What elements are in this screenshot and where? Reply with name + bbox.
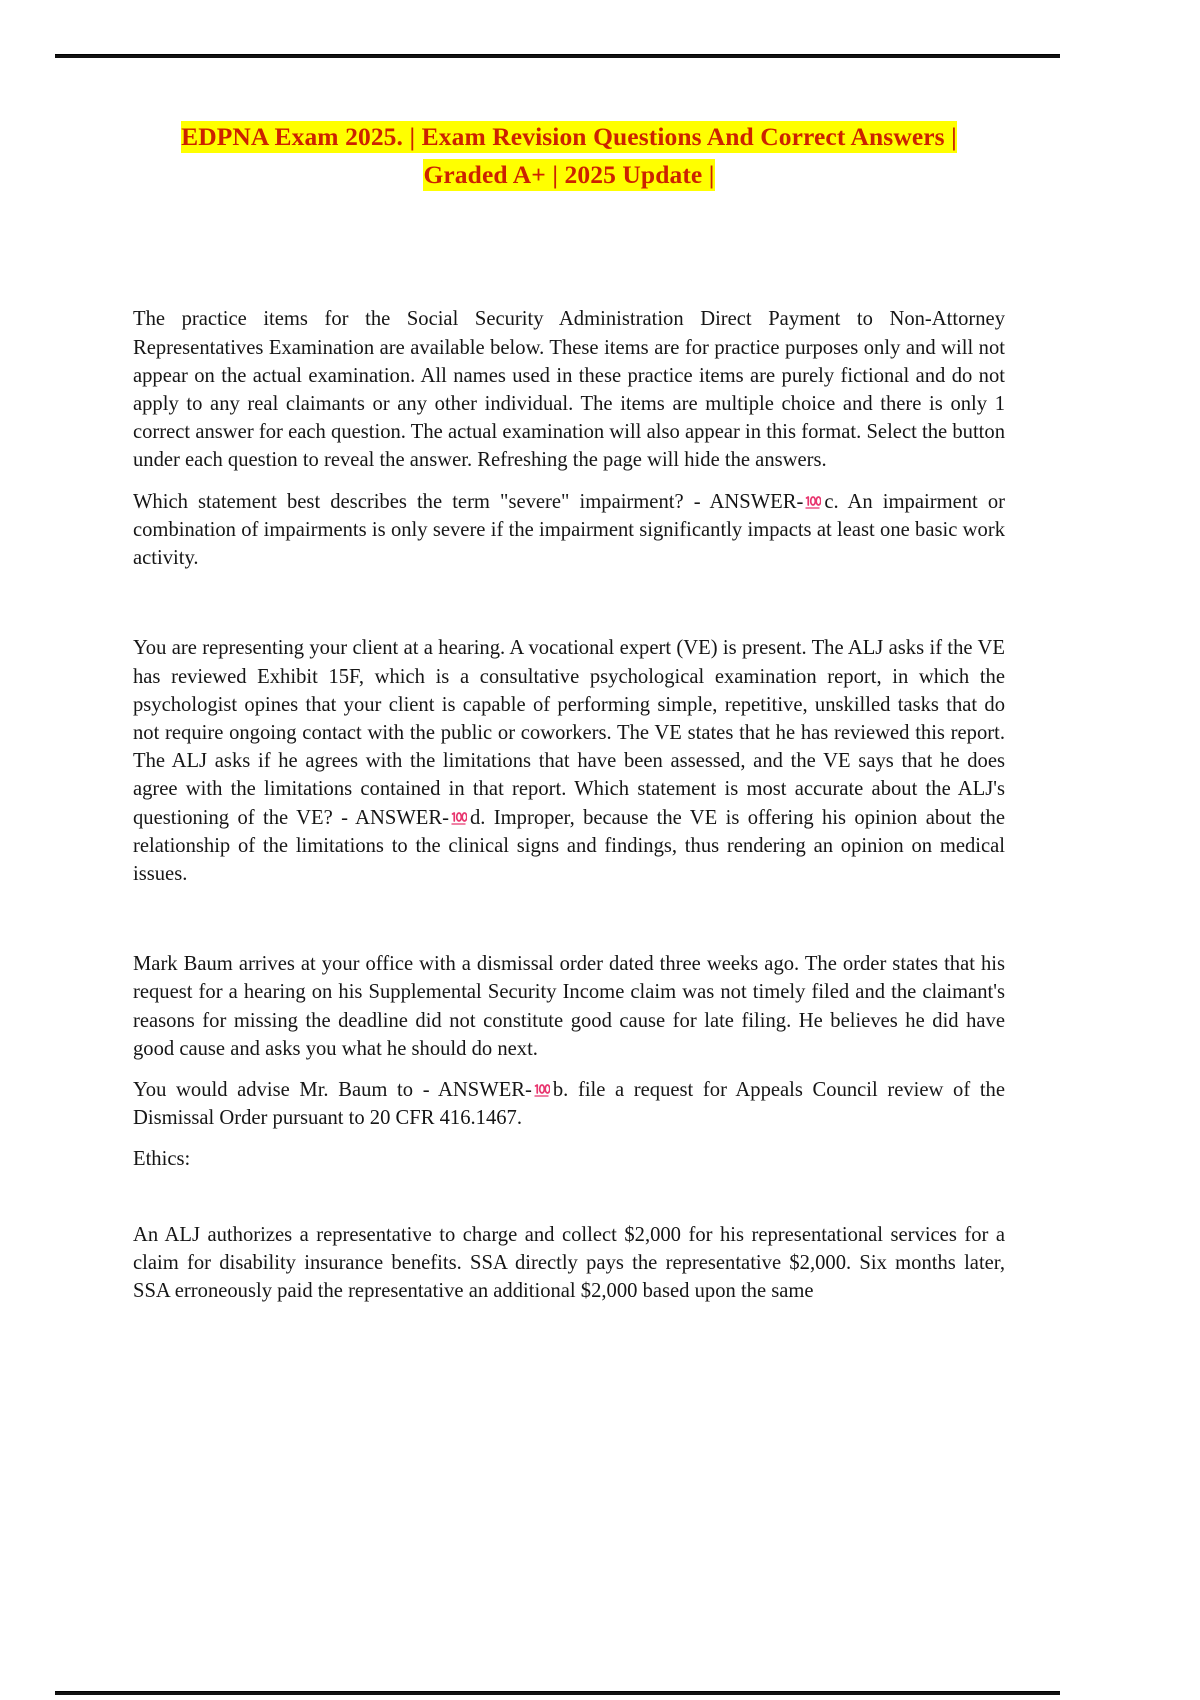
qa-item-1 — [133, 488, 1005, 573]
qa-1-question: Which statement best describes the term "severe" impairment? - ANSWER- — [133, 490, 804, 513]
hundred-points-emoji — [533, 1083, 550, 1098]
block-spacer — [133, 1174, 1005, 1221]
qa-1-answer: c. An impairment or combination of impairments is only severe if the impairment significantly impacts at least one basic work activity. — [133, 490, 1005, 570]
section-heading-ethics: Ethics: — [133, 1148, 191, 1171]
closing-paragraph: An ALJ authorizes a representative to charge and collect $2,000 for his representational services for a claim for disability insurance benefits. SSA directly pays the representative $2,000. Six months later, SSA erroneously paid the representative an additional $2,000 based upon the same — [133, 1223, 1005, 1302]
block-spacer — [133, 888, 1005, 950]
baum-question: You would advise Mr. Baum to - ANSWER- — [133, 1078, 532, 1101]
baum-answer-text: b. file a request for Appeals Council review of the Dismissal Order pursuant to 20 CFR 416.1467. — [133, 1078, 1005, 1130]
page-bottom-rule — [55, 1691, 1060, 1695]
hundred-points-emoji — [804, 495, 821, 510]
block-spacer — [133, 572, 1005, 634]
page-title — [133, 118, 1005, 193]
qa-2-answer: d. Improper, because the VE is offering his opinion about the relationship of the limitations to the clinical signs and findings, thus rendering an opinion on medical issues. — [133, 806, 1005, 885]
document-content — [133, 118, 1005, 1305]
scenario-paragraph: Mark Baum arrives at your office with a dismissal order dated three weeks ago. The order states that his request for a hearing on his Supplemental Security Income claim was not timely filed and the claimant's reasons for missing the deadline did not constitute good cause for late filing. He believes he did have good cause and asks you what he should do next. — [133, 953, 1005, 1060]
intro-paragraph: The practice items for the Social Security Administration Direct Payment to Non-Attorney Representatives Examination are available below. These items are for practice purposes only and will not appear on the actual examination. All names used in these practice items are purely fictional and do not apply to any real claimants or any other individual. The items are multiple choice and there is only 1 correct answer for each question. The actual examination will also appear in this format. Select the button under each question to reveal the answer. Refreshing the page will hide the answers. — [133, 308, 1005, 472]
page-top-rule — [55, 54, 1060, 58]
baum-answer — [133, 1076, 1005, 1132]
qa-item-2 — [133, 634, 1005, 888]
title-line-1: EDPNA Exam 2025. | Exam Revision Questions And Correct Answers | — [181, 122, 957, 151]
title-line-2: Graded A+ | 2025 Update | — [423, 159, 715, 189]
hundred-points-emoji — [450, 811, 467, 826]
qa-2-question: You are representing your client at a hearing. A vocational expert (VE) is present. The ALJ asks if the VE has reviewed Exhibit 15F, which is a consultative psychological examination report, in which the psychologist opines that your client is capable of performing simple, repetitive, unskilled tasks that do not require ongoing contact with the public or coworkers. The VE states that he has reviewed this report. The ALJ asks if he agrees with the limitations that have been assessed, and the VE says that he does agree with the limitations contained in that report. Which statement is most accurate about the ALJ's questioning of the VE? - ANSWER- — [133, 637, 1005, 829]
